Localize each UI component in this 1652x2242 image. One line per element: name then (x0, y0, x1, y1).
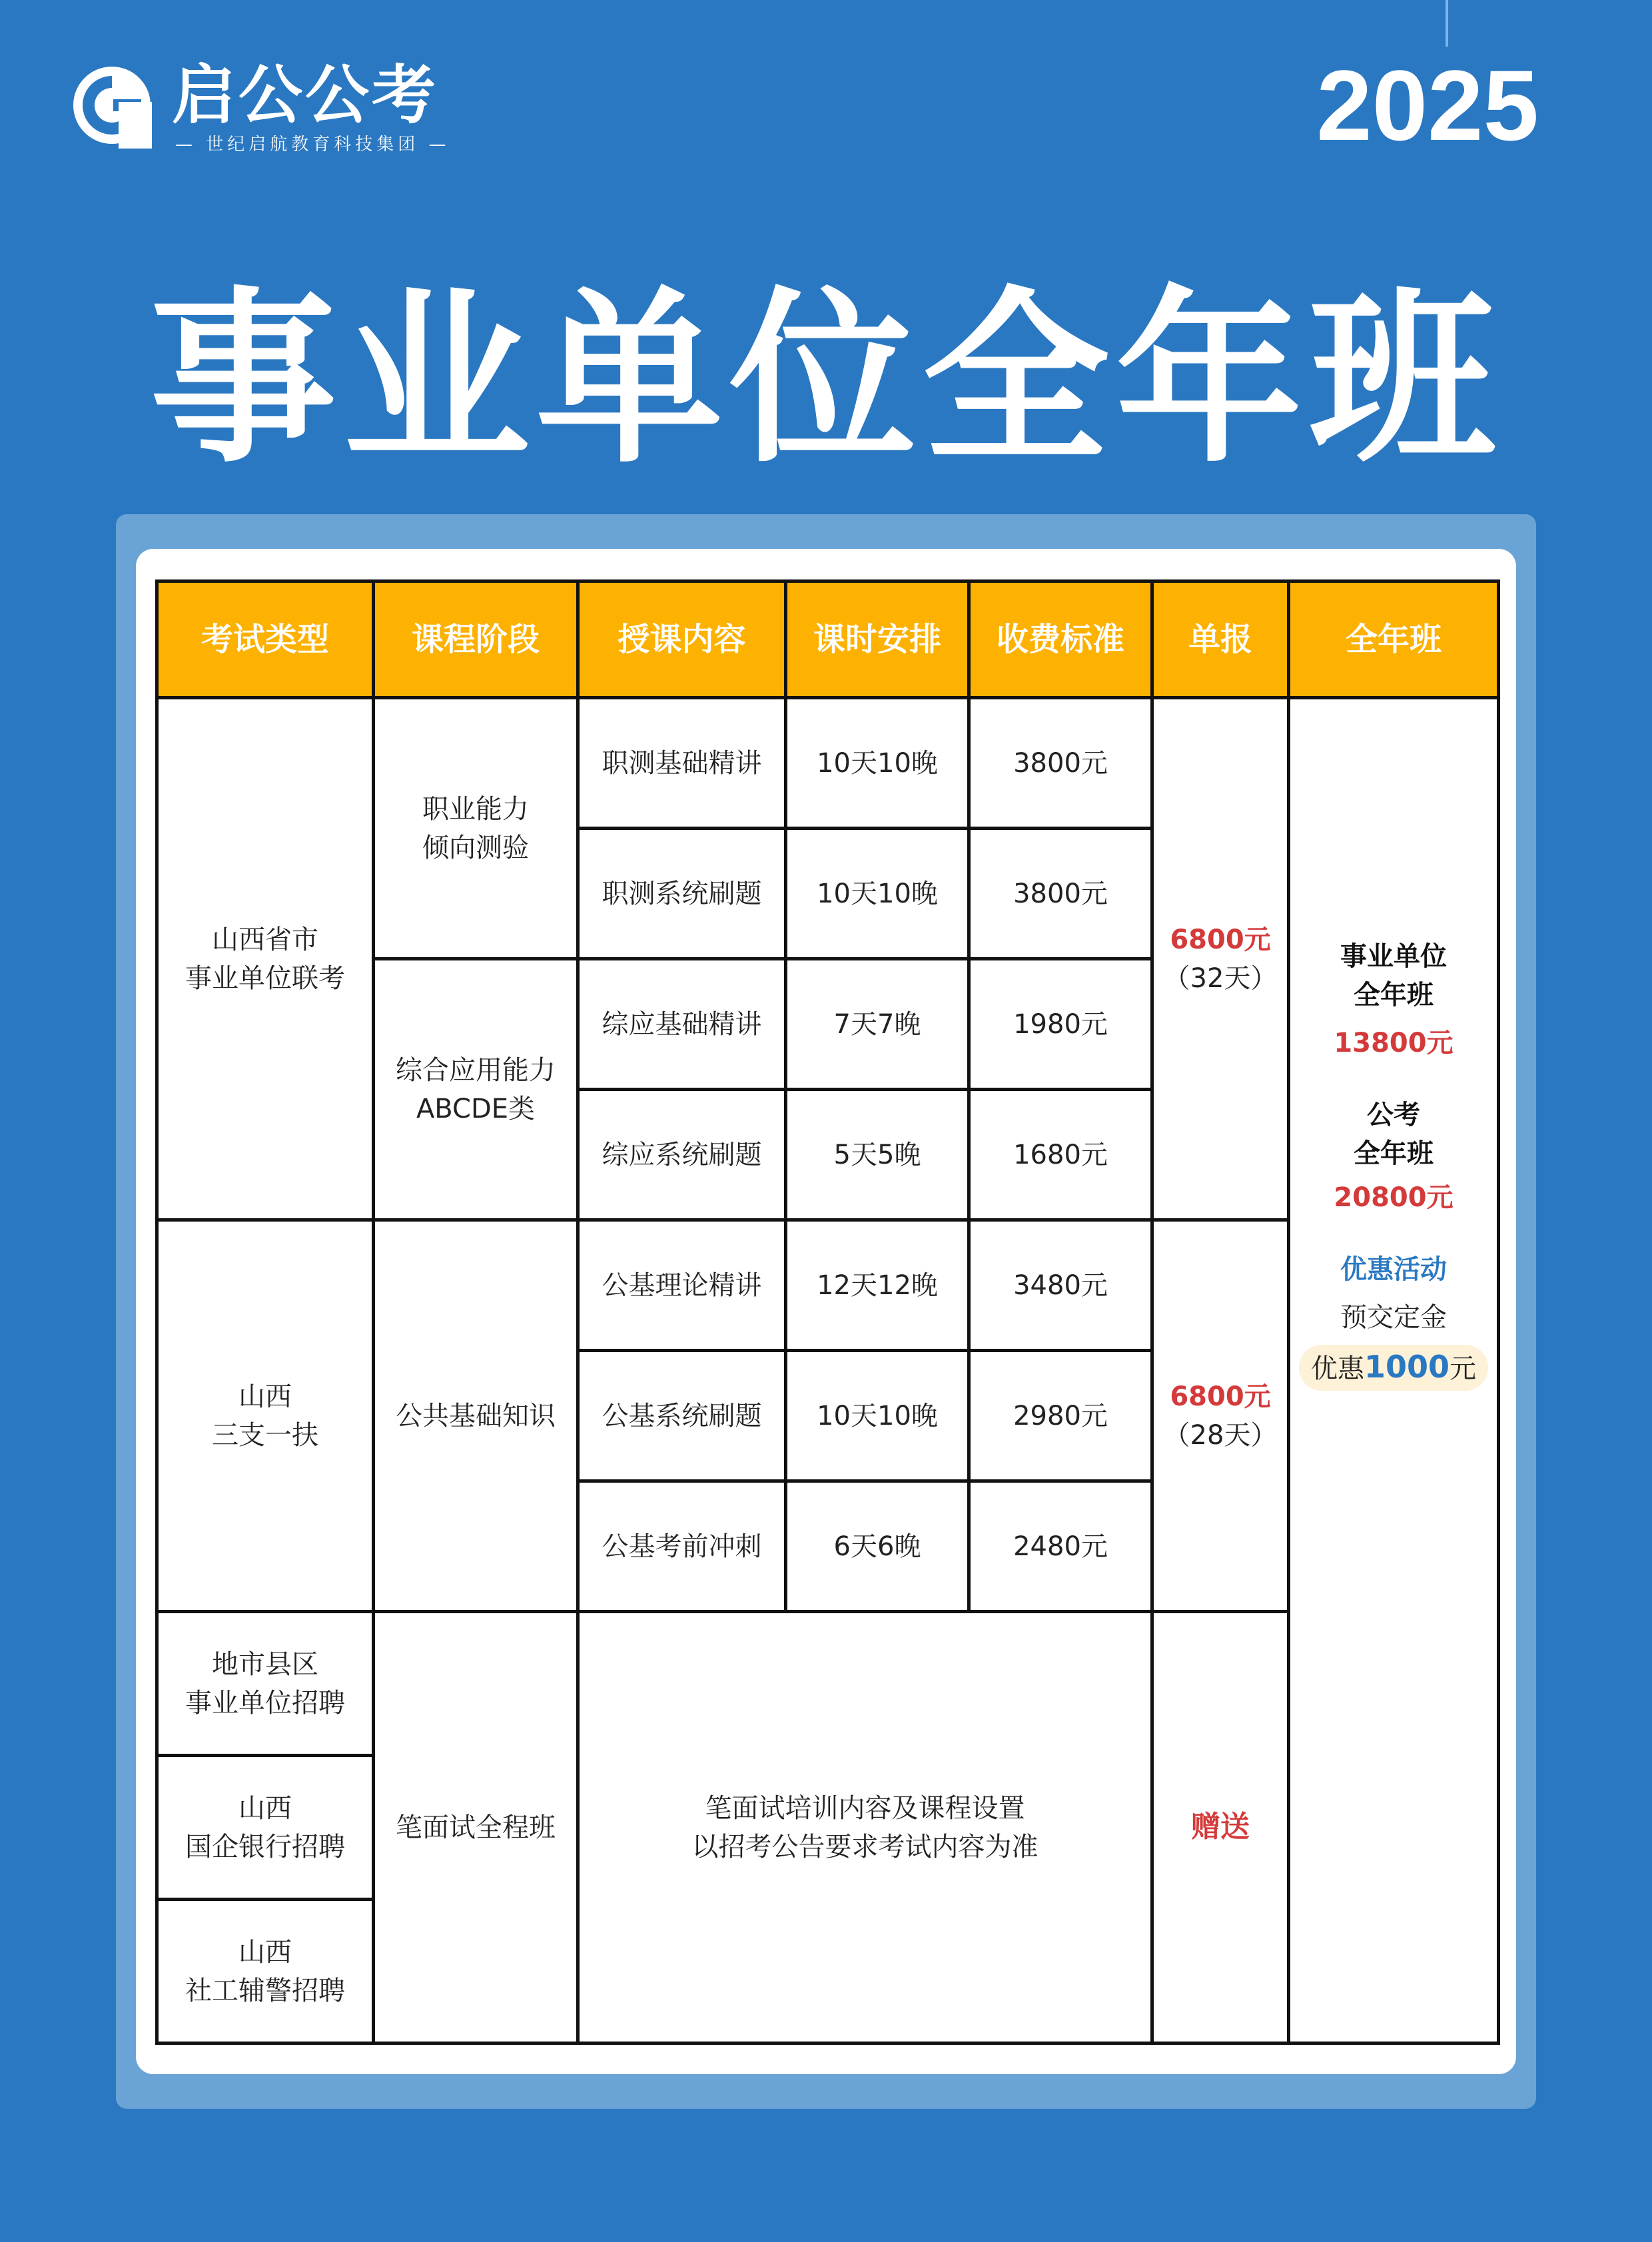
plan2-name: 公考 (1367, 1100, 1420, 1130)
decorative-line (1446, 0, 1448, 47)
content-cell: 公基考前冲刺 (578, 1481, 786, 1612)
full-year-cell (1289, 698, 1499, 2044)
plan2-price: 20800元 (1334, 1182, 1453, 1213)
exam-type-line: 社工辅警招聘 (185, 1975, 345, 2006)
content-cell: 综应系统刷题 (578, 1090, 786, 1220)
hours-cell: 6天6晚 (786, 1481, 969, 1612)
fee-cell: 3480元 (969, 1220, 1152, 1351)
promo-suffix: 元 (1449, 1353, 1477, 1384)
hours-cell: 12天12晚 (786, 1220, 969, 1351)
fee-cell: 2980元 (969, 1351, 1152, 1481)
single-days: （28天） (1163, 1419, 1278, 1451)
logo-mark-icon (72, 62, 159, 149)
exam-type-line: 山西 (238, 1792, 292, 1824)
content-note-cell (578, 1612, 1152, 2044)
stage-line: 倾向测验 (422, 832, 529, 863)
exam-type-cell (157, 1612, 374, 1756)
plan1-name: 事业单位 (1340, 941, 1447, 972)
year-label: 2025 (1316, 49, 1539, 161)
header-stage: 课程阶段 (374, 581, 578, 698)
stage-line: 职业能力 (422, 793, 529, 825)
page-title: 事业单位全年班 (150, 271, 1502, 488)
exam-type-line: 地市县区 (212, 1649, 318, 1680)
fee-cell: 2480元 (969, 1481, 1152, 1612)
gift-label: 赠送 (1191, 1810, 1250, 1844)
fee-cell: 1980元 (969, 959, 1152, 1090)
exam-type-line: 山西 (238, 1936, 292, 1968)
header-content: 授课内容 (578, 581, 786, 698)
brand-name: 启公公考 (172, 58, 438, 133)
hours-cell: 10天10晚 (786, 829, 969, 959)
exam-type-cell (157, 1900, 374, 2044)
exam-type-line: 山西 (238, 1381, 292, 1412)
content-note-line: 以招考公告要求考试内容为准 (691, 1831, 1038, 1862)
single-days: （32天） (1163, 962, 1278, 994)
table-row (157, 698, 1499, 829)
table-header-row (157, 581, 1499, 698)
content-cell: 公基系统刷题 (578, 1351, 786, 1481)
content-cell: 公基理论精讲 (578, 1220, 786, 1351)
promo-desc: 预交定金 (1340, 1302, 1447, 1333)
single-price-cell (1152, 698, 1289, 1220)
stage-cell: 公共基础知识 (374, 1220, 578, 1612)
single-price: 6800元 (1170, 924, 1271, 955)
exam-type-line: 国企银行招聘 (185, 1831, 345, 1862)
hours-cell: 10天10晚 (786, 1351, 969, 1481)
promo-prefix: 优惠 (1310, 1353, 1364, 1384)
exam-type-cell (157, 1220, 374, 1612)
header-fee: 收费标准 (969, 581, 1152, 698)
stage-cell: 笔面试全程班 (374, 1612, 578, 2044)
content-note-line: 笔面试培训内容及课程设置 (705, 1792, 1025, 1824)
stage-line: 综合应用能力 (396, 1054, 556, 1086)
hours-cell: 7天7晚 (786, 959, 969, 1090)
stage-line: ABCDE类 (416, 1093, 536, 1124)
promo-amount: 1000 (1364, 1349, 1450, 1385)
plan1-price: 13800元 (1334, 1028, 1453, 1058)
plan1-name: 全年班 (1354, 980, 1434, 1010)
promo-badge (1299, 1345, 1488, 1391)
brand-subtitle: — 世纪启航教育科技集团 — (175, 135, 450, 155)
plan2-name: 全年班 (1354, 1138, 1434, 1169)
hours-cell: 10天10晚 (786, 698, 969, 829)
price-table (155, 579, 1500, 2045)
stage-cell (374, 698, 578, 959)
single-price: 6800元 (1170, 1381, 1271, 1412)
fee-cell: 3800元 (969, 698, 1152, 829)
header-hours: 课时安排 (786, 581, 969, 698)
single-gift-cell (1152, 1612, 1289, 2044)
brand-logo (72, 59, 472, 159)
exam-type-line: 山西省市 (212, 924, 318, 955)
exam-type-cell (157, 1756, 374, 1900)
content-cell: 综应基础精讲 (578, 959, 786, 1090)
content-cell: 职测基础精讲 (578, 698, 786, 829)
single-price-cell (1152, 1220, 1289, 1612)
exam-type-line: 事业单位招聘 (185, 1687, 345, 1718)
header-exam-type: 考试类型 (157, 581, 374, 698)
fee-cell: 1680元 (969, 1090, 1152, 1220)
header-single: 单报 (1152, 581, 1289, 698)
content-cell: 职测系统刷题 (578, 829, 786, 959)
stage-cell (374, 959, 578, 1220)
exam-type-line: 三支一扶 (212, 1419, 318, 1451)
promo-title: 优惠活动 (1340, 1254, 1447, 1285)
header-full-year: 全年班 (1289, 581, 1499, 698)
hours-cell: 5天5晚 (786, 1090, 969, 1220)
exam-type-cell (157, 698, 374, 1220)
fee-cell: 3800元 (969, 829, 1152, 959)
exam-type-line: 事业单位联考 (185, 962, 345, 994)
